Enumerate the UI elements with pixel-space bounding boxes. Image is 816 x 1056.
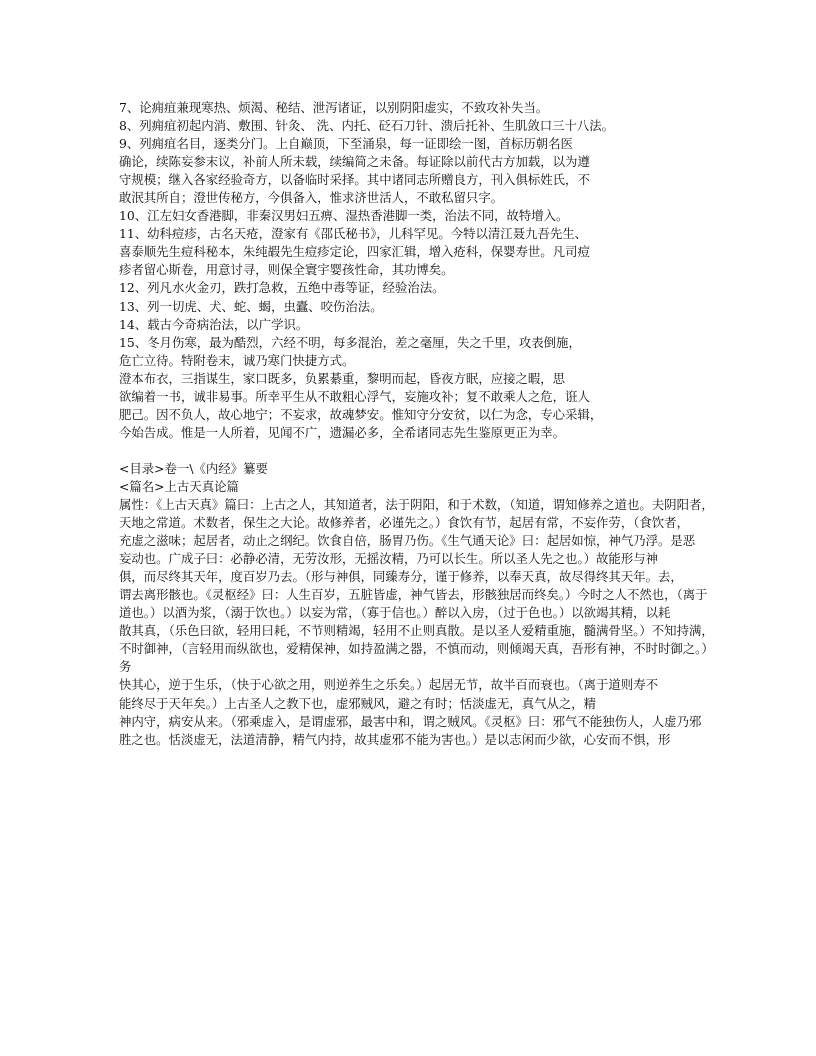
text-line: 确论，续陈妄参末议，补前人所未载，续编简之未备。每证除以前代古方加载，以为遵 (119, 154, 590, 170)
text-line: 道也。）以酒为浆，（溺于饮也。）以妄为常，（寡于信也。）醉以入房，（过于色也。）以欲竭其精，以耗 (119, 605, 671, 621)
text-line: 疹者留心斯卷，用意讨寻，则保全寰宇婴孩性命，其功博矣。 (119, 262, 454, 278)
chapter-heading: <篇名>上古天真论篇 (119, 478, 239, 494)
text-line: 快其心，逆于生乐，（快于心欲之用，则逆养生之乐矣。）起居无节，故半百而衰也。（离于道则寿不 (119, 677, 658, 693)
catalog-heading: <目录>卷一\《内经》纂要 (119, 460, 268, 476)
text-line: 属性：《上古天真》篇曰：上古之人，其知道者，法于阴阳，和于术数，（知道，谓知修养之道也。夫阴阳者， (119, 496, 714, 512)
text-line: 15、冬月伤寒，最为酷烈，六经不明，每多混治，差之毫厘，失之千里，攻表倒施， (119, 334, 581, 350)
text-line: 10、江左妇女香港脚，非秦汉男妇五痹、湿热香港脚一类，治法不同，故特增入。 (119, 208, 569, 224)
blank-line (119, 442, 719, 460)
text-line: 欲编着一书，诚非易事。所幸平生从不敢粗心浮气，妄施攻补；复不敢乘人之危，诳人 (119, 388, 590, 404)
text-line: 危亡立待。特附卷末，诚乃寒门快捷方式。 (119, 352, 355, 368)
text-line: 肥己。因不负人，故心地宁；不妄求，故魂梦安。惟知守分安贫，以仁为念，专心采辑， (119, 406, 603, 422)
text-line: 12、列凡水火金刃，跌打急救，五绝中毒等证，经验治法。 (119, 280, 445, 296)
text-line: 7、论痈疽兼现寒热、烦渴、秘结、泄泻诸证，以别阴阳虚实，不致攻补失当。 (119, 100, 549, 115)
text-line: 散其真，（乐色曰欲，轻用曰耗，不节则精竭，轻用不止则真散。是以圣人爱精重施，髓满骨坚。）不知持满， (119, 623, 714, 639)
text-line: 澄本布衣，三指谋生，家口既多，负累綦重，黎明而起，昏夜方眠，应接之暇，思 (119, 370, 566, 386)
text-line: 俱，而尽终其天年，度百岁乃去。（形与神俱，同臻寿分，谨于修养，以奉天真，故尽得终其天年。去， (119, 569, 683, 585)
text-line: 9、列痈疽名目，逐类分门。上自巅顶，下至涌泉，每一证即绘一图，首标历朝名医 (119, 136, 573, 152)
text-line: 妄动也。广成子曰：必静必清，无劳汝形，无摇汝精，乃可以长生。所以圣人先之也。）故能形与神 (119, 551, 658, 567)
text-line: 喜泰顺先生痘科秘本，朱纯嘏先生痘疹定论，四家汇辑，增入疮科，保婴寿世。凡司痘 (119, 244, 590, 260)
body-section (119, 496, 719, 749)
text-line: 不时御神，（言轻用而纵欲也，爱精保神，如持盈满之器，不慎而动，则倾竭天真，吾形有神，不时时御之。）务 (119, 641, 714, 675)
text-line: 13、列一切虎、犬、蛇、蝎，虫蠹、咬伤治法。 (119, 298, 383, 314)
text-line: 谓去离形骸也。《灵枢经》曰：人生百岁，五脏皆虚，神气皆去，形骸独居而终矣。）今时之人不然也，（离于 (119, 587, 708, 603)
text-line: 11、幼科痘疹，古名天疮，澄家有《邵氏秘书》，儿科罕见。今特以清江聂九吾先生、 (119, 226, 588, 242)
text-line: 能终尽于天年矣。）上古圣人之教下也，虚邪贼风，避之有时；恬淡虚无，真气从之，精 (119, 695, 597, 711)
text-line: 神内守，病安从来。（邪乘虚入，是谓虚邪，最害中和，谓之贼风。《灵枢》曰：邪气不能独伤人，人虚乃邪 (119, 713, 702, 729)
text-line: 敢泯其所自；澄世传秘方，今俱备入，惟求济世活人，不敢私留只字。 (119, 190, 504, 206)
text-line: 天地之常道。术数者，保生之大论。故修养者，必谨先之。）食饮有节，起居有常，不妄作劳，（食饮者， (119, 515, 689, 531)
document-page (119, 99, 719, 749)
preface-section (119, 99, 719, 442)
text-line: 胜之也。恬淡虚无，法道清静，精气内持，故其虚邪不能为害也。）是以志闲而少欲，心安而不惧，形 (119, 731, 671, 747)
text-line: 充虚之滋味；起居者，动止之纲纪。饮食自倍，肠胃乃伤。《生气通天论》曰：起居如惊，神气乃浮。是恶 (119, 533, 696, 549)
text-line: 14、载古今奇病治法，以广学识。 (119, 316, 309, 332)
text-line: 守规模；继入各家经验奇方，以备临时采择。其中诸同志所赠良方，刊入俱标姓氏，不 (119, 172, 590, 188)
text-line: 今始告成。惟是一人所着，见闻不广，遗漏必多，全希诸同志先生鉴原更正为幸。 (119, 424, 566, 440)
text-line: 8、列痈疽初起内消、敷围、针灸、 洗、内托、砭石刀针、溃后托补、生肌敛口三十八法。 (119, 118, 615, 134)
